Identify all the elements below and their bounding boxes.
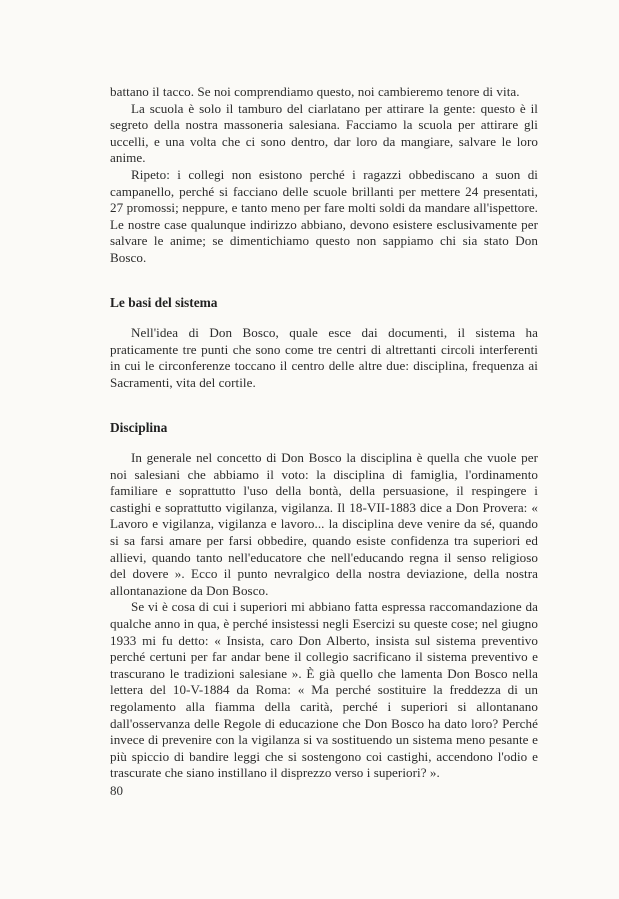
heading-spacer	[110, 436, 538, 450]
paragraph: Ripeto: i collegi non esistono perché i ragazzi obbediscano a suon di campanello, perché si facciano delle scuole brillanti per mettere 24 presentati, 27 promossi; neppure, e tanto meno per fare molti soldi da mandare all'ispettore. Le nostre case qualunque indirizzo abbiano, devono esistere esclusivamente per salvare le anime; se dimentichiamo questo non sappiamo chi sia stato Don Bosco.	[110, 166, 538, 265]
paragraph: In generale nel concetto di Don Bosco la disciplina è quella che vuole per noi salesiani che abbiamo il voto: la disciplina di famiglia, l'ordinamento familiare e soprattutto l'uso della bontà, della persuasione, il respingere i castighi e soprattutto vigilanza, vigilanza. Il 18-VII-1883 dice a Don Provera: « Lavoro e vigilanza, vigilanza e lavoro... la disciplina deve venire da sé, quando si sa farsi amare per farsi obbedire, quando esiste confidenza tra superiori ed allievi, quando tanto nell'educatore che nell'educando regna il senso religioso del dovere ». Ecco il punto nevralgico della nostra deviazione, della nostra allontanazione da Don Bosco.	[110, 450, 538, 598]
page-number: 80	[110, 783, 123, 798]
heading-spacer	[110, 311, 538, 325]
paragraph: Nell'idea di Don Bosco, quale esce dai documenti, il sistema ha praticamente tre punti che sono come tre centri di altrettanti circoli interferenti in cui le circonferenze toccano il centro delle altre due: disciplina, frequenza ai Sacramenti, vita del cortile.	[110, 325, 538, 390]
section-spacer	[110, 267, 538, 295]
section-spacer	[110, 392, 538, 420]
paragraph: Se vi è cosa di cui i superiori mi abbiano fatta espressa raccomandazione da qualche anno in qua, è perché insistessi negli Esercizi su queste cose; nel giugno 1933 mi fu detto: « Insista, caro Don Alberto, insista sul sistema preventivo perché certuni per far andar bene il collegio sacrificano il sistema preventivo e trascurano le tradizioni salesiane ». È già quello che lamenta Don Bosco nella lettera del 10-V-1884 da Roma: « Ma perché sostituire la freddezza di un regolamento alla fiamma della carità, perché i superiori si allontanano dall'osservanza delle Regole di educazione che Don Bosco ha dato loro? Perché invece di prevenire con la vigilanza si va sostituendo un sistema meno pesante e più spiccio di bandire leggi che si sostengono coi castighi, accendono l'odio e trascurate che siano instillano il disprezzo verso i superiori? ».	[110, 599, 538, 781]
page-body	[110, 84, 538, 782]
section-heading-basi: Le basi del sistema	[110, 294, 218, 310]
paragraph: battano il tacco. Se noi comprendiamo questo, noi cambieremo tenore di vita.	[110, 84, 520, 99]
paragraph: La scuola è solo il tamburo del ciarlatano per attirare la gente: questo è il segreto della nostra massoneria salesiana. Facciamo la scuola per attirare gli uccelli, e una volta che ci sono dentro, dar loro da mangiare, salvare le loro anime.	[110, 100, 538, 166]
section-heading-disciplina: Disciplina	[110, 419, 168, 435]
